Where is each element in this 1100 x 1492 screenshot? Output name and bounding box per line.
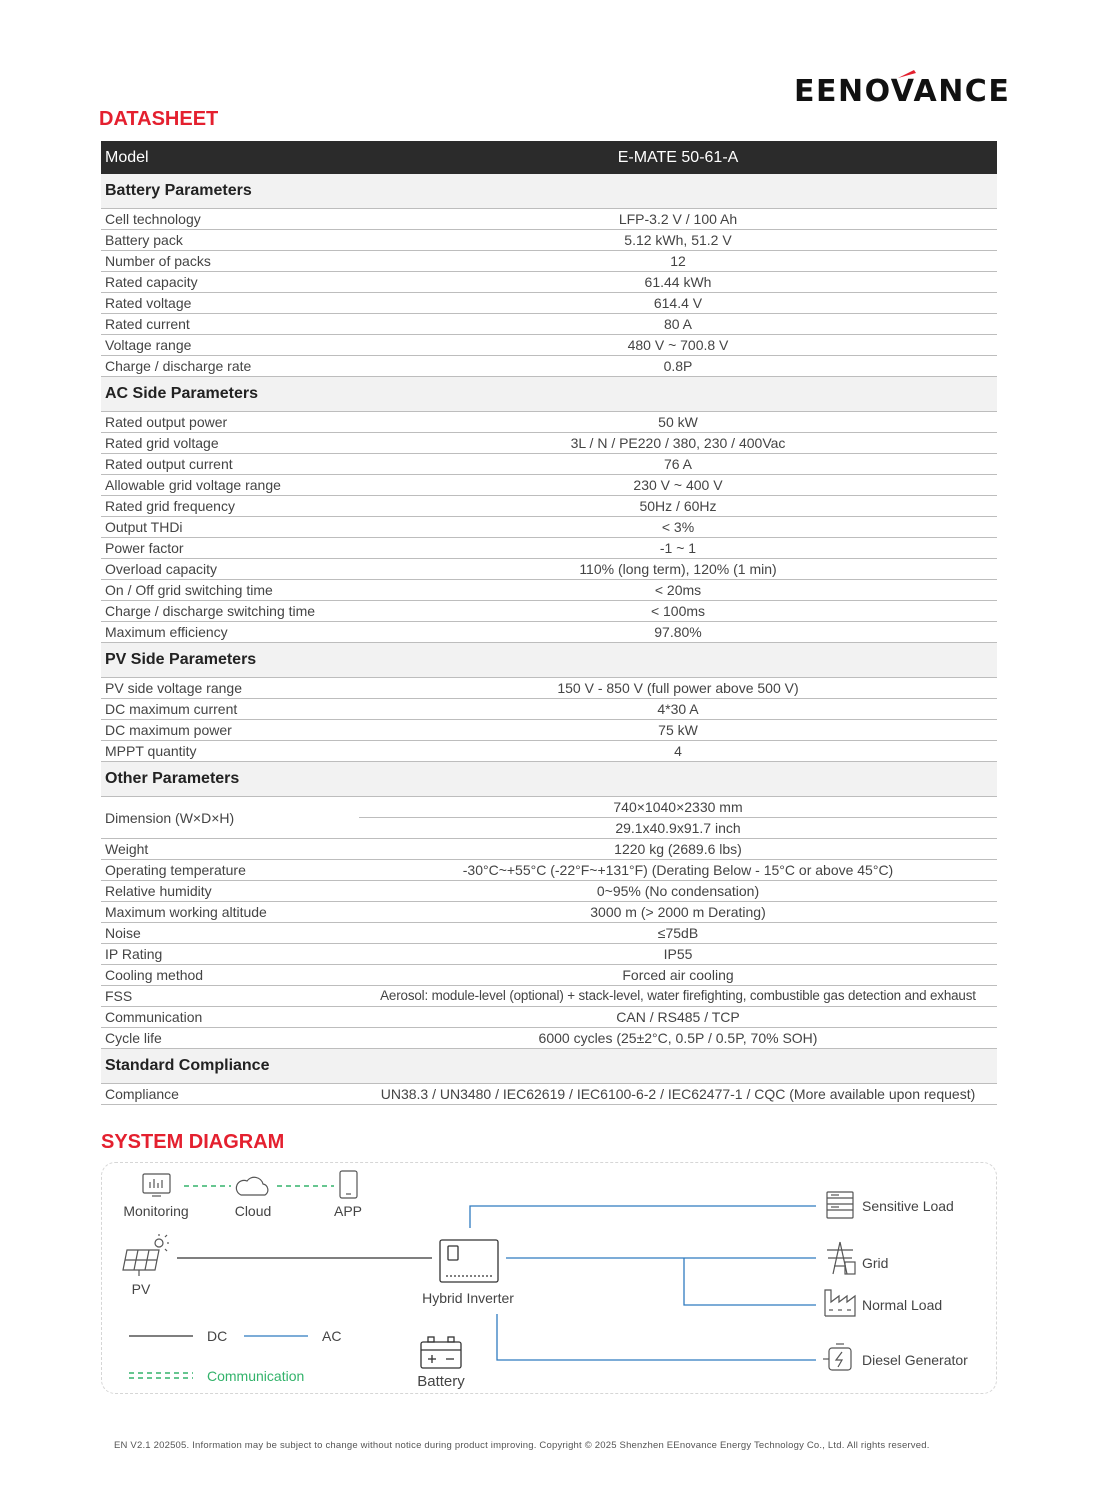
row-label: Voltage range bbox=[101, 335, 359, 356]
row-label: PV side voltage range bbox=[101, 678, 359, 699]
system-diagram bbox=[101, 1162, 997, 1394]
row-value: UN38.3 / UN3480 / IEC62619 / IEC6100-6-2 / IEC62477-1 / CQC (More available upon request) bbox=[359, 1084, 997, 1105]
system-diagram-title: SYSTEM DIAGRAM bbox=[101, 1131, 285, 1153]
table-row bbox=[101, 580, 997, 601]
row-value: 0.8P bbox=[359, 356, 997, 377]
table-row bbox=[101, 797, 997, 818]
table-row bbox=[101, 538, 997, 559]
row-label: Charge / discharge switching time bbox=[101, 601, 359, 622]
pv-group-header bbox=[101, 643, 997, 678]
row-label: Cycle life bbox=[101, 1028, 359, 1049]
table-row bbox=[101, 335, 997, 356]
table-row bbox=[101, 475, 997, 496]
grid-label: Grid bbox=[862, 1255, 889, 1271]
row-label: Number of packs bbox=[101, 251, 359, 272]
table-row bbox=[101, 314, 997, 335]
row-value: 150 V - 850 V (full power above 500 V) bbox=[359, 678, 997, 699]
table-row bbox=[101, 839, 997, 860]
table-row bbox=[101, 517, 997, 538]
row-label: Noise bbox=[101, 923, 359, 944]
table-row bbox=[101, 902, 997, 923]
row-value: 50Hz / 60Hz bbox=[359, 496, 997, 517]
row-value: 1220 kg (2689.6 lbs) bbox=[359, 839, 997, 860]
table-row bbox=[101, 986, 997, 1007]
row-value: 97.80% bbox=[359, 622, 997, 643]
other-group-header bbox=[101, 762, 997, 797]
row-label: MPPT quantity bbox=[101, 741, 359, 762]
row-label: Communication bbox=[101, 1007, 359, 1028]
row-value: IP55 bbox=[359, 944, 997, 965]
table-row bbox=[101, 965, 997, 986]
model-label: Model bbox=[101, 141, 359, 174]
row-label: Output THDi bbox=[101, 517, 359, 538]
row-value: 230 V ~ 400 V bbox=[359, 475, 997, 496]
table-row bbox=[101, 944, 997, 965]
table-row bbox=[101, 860, 997, 881]
row-value: 6000 cycles (25±2°C, 0.5P / 0.5P, 70% SOH) bbox=[359, 1028, 997, 1049]
model-value: E-MATE 50-61-A bbox=[359, 141, 997, 174]
pv-label: PV bbox=[131, 1281, 151, 1297]
row-label: Battery pack bbox=[101, 230, 359, 251]
table-row bbox=[101, 923, 997, 944]
ac-line-sensitive-load bbox=[470, 1206, 816, 1228]
table-row bbox=[101, 454, 997, 475]
table-row bbox=[101, 622, 997, 643]
row-value: 5.12 kWh, 51.2 V bbox=[359, 230, 997, 251]
row-value: 3000 m (> 2000 m Derating) bbox=[359, 902, 997, 923]
table-row bbox=[101, 741, 997, 762]
row-label: Cell technology bbox=[101, 209, 359, 230]
row-value: LFP-3.2 V / 100 Ah bbox=[359, 209, 997, 230]
diesel-generator-label: Diesel Generator bbox=[862, 1352, 968, 1368]
table-row bbox=[101, 272, 997, 293]
legend-dc-label: DC bbox=[207, 1328, 228, 1344]
table-row bbox=[101, 601, 997, 622]
app-label: APP bbox=[333, 1203, 363, 1219]
row-value: ≤75dB bbox=[359, 923, 997, 944]
row-value: -1 ~ 1 bbox=[359, 538, 997, 559]
row-value: 0~95% (No condensation) bbox=[359, 881, 997, 902]
hybrid-inverter-icon bbox=[440, 1240, 498, 1282]
row-value: 4*30 A bbox=[359, 699, 997, 720]
datasheet-title: DATASHEET bbox=[99, 108, 219, 130]
table-row bbox=[101, 1084, 997, 1105]
row-label: DC maximum current bbox=[101, 699, 359, 720]
row-value: 29.1x40.9x91.7 inch bbox=[359, 818, 997, 839]
other-group-title: Other Parameters bbox=[101, 762, 997, 797]
row-value: Forced air cooling bbox=[359, 965, 997, 986]
row-label: Rated grid frequency bbox=[101, 496, 359, 517]
row-value: 61.44 kWh bbox=[359, 272, 997, 293]
row-value: 76 A bbox=[359, 454, 997, 475]
ac-group-title: AC Side Parameters bbox=[101, 377, 997, 412]
legend-communication-label: Communication bbox=[207, 1368, 305, 1384]
power-grid-icon bbox=[827, 1242, 855, 1274]
ac-line-diesel-generator bbox=[497, 1314, 816, 1360]
table-row bbox=[101, 251, 997, 272]
row-label: Relative humidity bbox=[101, 881, 359, 902]
row-label: Rated voltage bbox=[101, 293, 359, 314]
row-label: Rated output current bbox=[101, 454, 359, 475]
row-label: IP Rating bbox=[101, 944, 359, 965]
logo-wordmark: EENOVANCE bbox=[794, 74, 1011, 109]
table-row bbox=[101, 433, 997, 454]
battery-icon bbox=[421, 1337, 461, 1368]
diesel-generator-icon bbox=[823, 1344, 851, 1370]
row-value: 50 kW bbox=[359, 412, 997, 433]
row-label: Overload capacity bbox=[101, 559, 359, 580]
battery-group-header bbox=[101, 174, 997, 209]
row-value: 12 bbox=[359, 251, 997, 272]
footer-disclaimer: EN V2.1 202505. Information may be subject to change without notice during product improving. Copyright © 2025 Shenzhen EEnovance Energy Technology Co., Ltd. All rights reserved. bbox=[114, 1440, 930, 1451]
model-row bbox=[101, 141, 997, 174]
row-label: Dimension (W×D×H) bbox=[101, 797, 359, 839]
table-row bbox=[101, 881, 997, 902]
row-label: Weight bbox=[101, 839, 359, 860]
standard-group-header bbox=[101, 1049, 997, 1084]
legend-ac-label: AC bbox=[322, 1328, 342, 1344]
table-row bbox=[101, 209, 997, 230]
row-label: Rated grid voltage bbox=[101, 433, 359, 454]
table-row bbox=[101, 293, 997, 314]
row-label: Maximum efficiency bbox=[101, 622, 359, 643]
phone-icon bbox=[340, 1171, 357, 1198]
table-row bbox=[101, 720, 997, 741]
monitoring-icon bbox=[143, 1174, 170, 1196]
pv-group-title: PV Side Parameters bbox=[101, 643, 997, 678]
row-value: 110% (long term), 120% (1 min) bbox=[359, 559, 997, 580]
row-value: 75 kW bbox=[359, 720, 997, 741]
row-value: 4 bbox=[359, 741, 997, 762]
row-label: On / Off grid switching time bbox=[101, 580, 359, 601]
row-value: 614.4 V bbox=[359, 293, 997, 314]
row-value: 80 A bbox=[359, 314, 997, 335]
table-row bbox=[101, 496, 997, 517]
row-value: 3L / N / PE220 / 380, 230 / 400Vac bbox=[359, 433, 997, 454]
normal-load-label: Normal Load bbox=[862, 1297, 943, 1313]
row-label: Rated current bbox=[101, 314, 359, 335]
row-label: Rated output power bbox=[101, 412, 359, 433]
table-row bbox=[101, 230, 997, 251]
row-label: FSS bbox=[101, 986, 359, 1007]
factory-icon bbox=[825, 1290, 855, 1316]
hybrid-inverter-label: Hybrid Inverter bbox=[422, 1290, 514, 1306]
row-label: Maximum working altitude bbox=[101, 902, 359, 923]
table-row bbox=[101, 1028, 997, 1049]
row-label: DC maximum power bbox=[101, 720, 359, 741]
table-row bbox=[101, 559, 997, 580]
row-label: Charge / discharge rate bbox=[101, 356, 359, 377]
row-value: CAN / RS485 / TCP bbox=[359, 1007, 997, 1028]
cloud-icon bbox=[236, 1177, 267, 1195]
row-value: < 3% bbox=[359, 517, 997, 538]
row-label: Cooling method bbox=[101, 965, 359, 986]
row-value: 740×1040×2330 mm bbox=[359, 797, 997, 818]
solar-panel-icon bbox=[123, 1234, 169, 1276]
ac-group-header bbox=[101, 377, 997, 412]
standard-group-title: Standard Compliance bbox=[101, 1049, 997, 1084]
row-label: Power factor bbox=[101, 538, 359, 559]
row-value: < 20ms bbox=[359, 580, 997, 601]
row-value: < 100ms bbox=[359, 601, 997, 622]
table-row bbox=[101, 1007, 997, 1028]
battery-label: Battery bbox=[417, 1373, 465, 1390]
table-row bbox=[101, 699, 997, 720]
row-label: Rated capacity bbox=[101, 272, 359, 293]
battery-group-title: Battery Parameters bbox=[101, 174, 997, 209]
monitoring-label: Monitoring bbox=[123, 1203, 189, 1219]
cloud-label: Cloud bbox=[234, 1203, 272, 1219]
spec-table bbox=[101, 141, 997, 1105]
server-rack-icon bbox=[827, 1192, 853, 1218]
brand-logo bbox=[794, 64, 1011, 109]
row-label: Compliance bbox=[101, 1084, 359, 1105]
row-label: Allowable grid voltage range bbox=[101, 475, 359, 496]
table-row bbox=[101, 356, 997, 377]
row-value: -30°C~+55°C (-22°F~+131°F) (Derating Below - 15°C or above 45°C) bbox=[359, 860, 997, 881]
table-row bbox=[101, 412, 997, 433]
ac-line-normal-load bbox=[684, 1258, 816, 1305]
row-value: Aerosol: module-level (optional) + stack-level, water firefighting, combustible gas detection and exhaust bbox=[359, 986, 997, 1007]
sensitive-load-label: Sensitive Load bbox=[862, 1198, 954, 1214]
table-row bbox=[101, 678, 997, 699]
row-value: 480 V ~ 700.8 V bbox=[359, 335, 997, 356]
row-label: Operating temperature bbox=[101, 860, 359, 881]
